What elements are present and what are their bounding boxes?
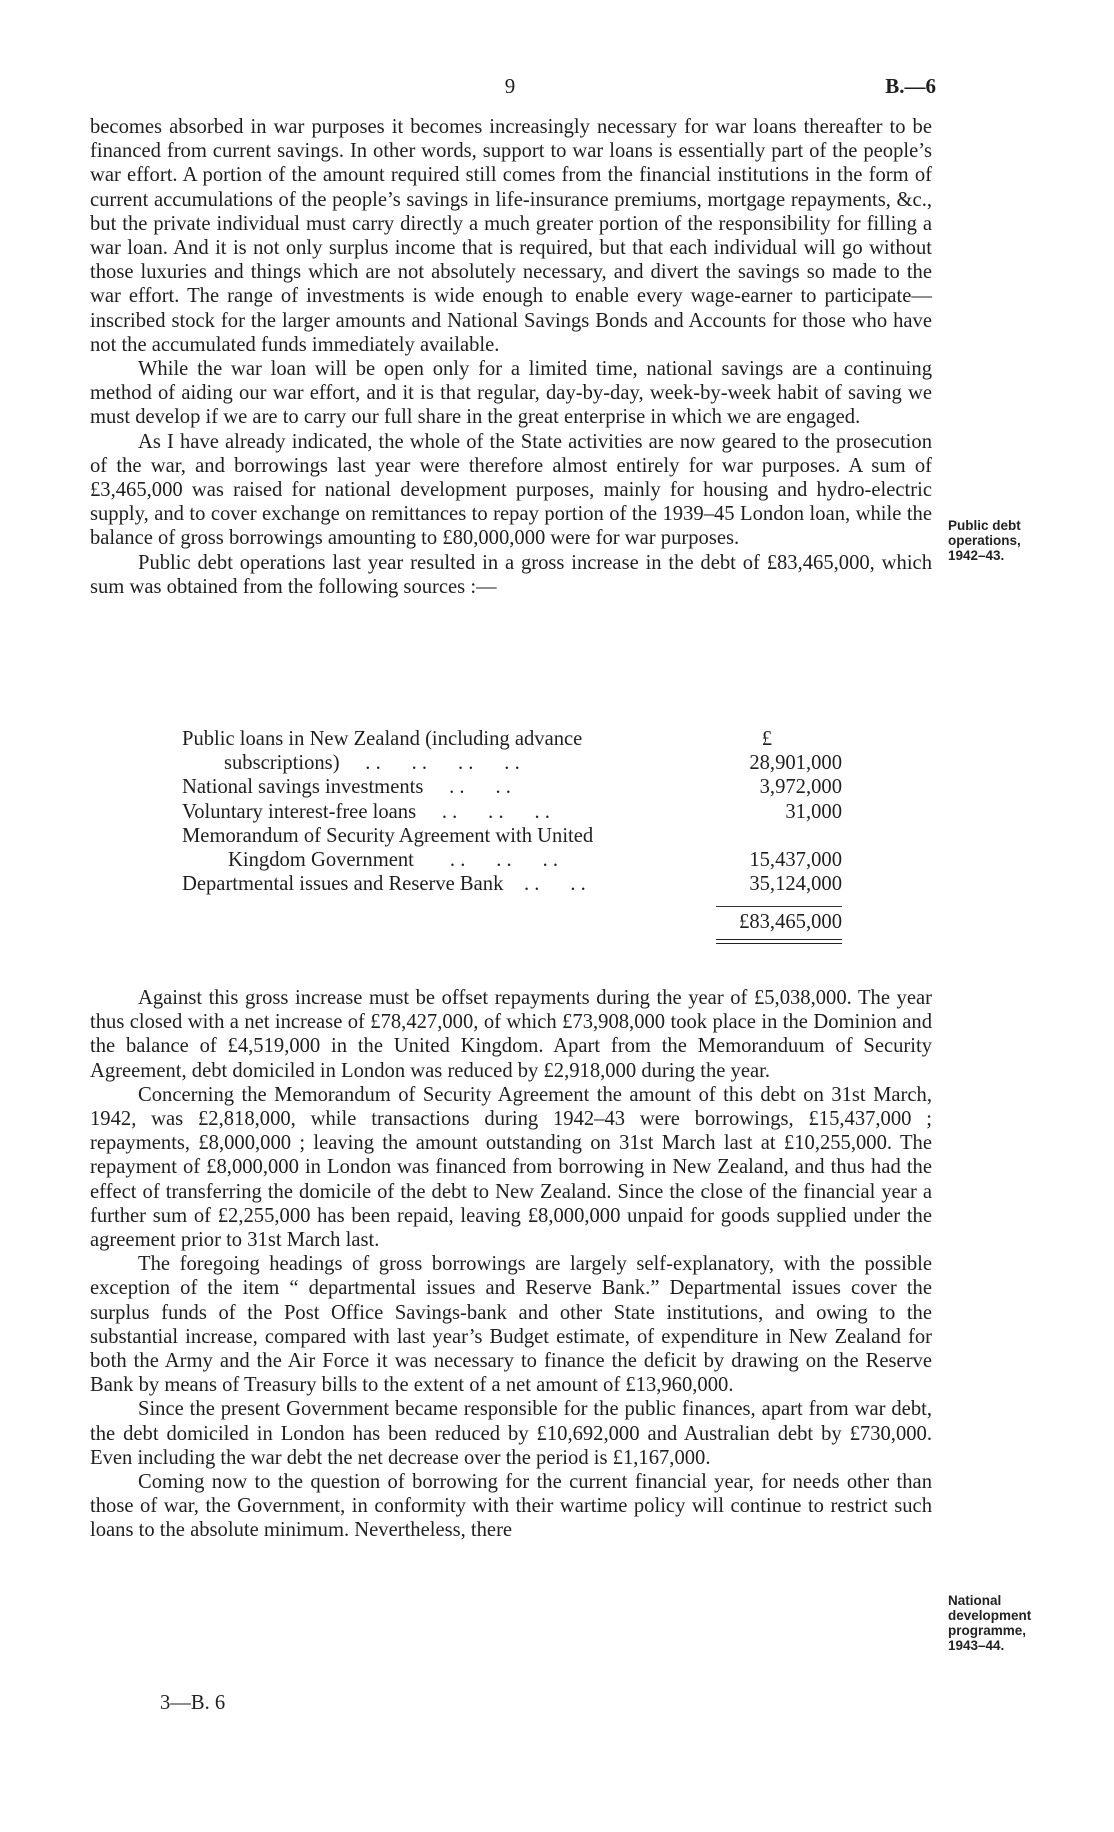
side-note-line: 1942–43. bbox=[948, 548, 1005, 563]
table-row bbox=[182, 800, 842, 824]
table-row bbox=[182, 727, 842, 751]
side-note-line: development bbox=[948, 1608, 1032, 1623]
body-text-lower bbox=[90, 986, 932, 1543]
row-label: Voluntary interest-free loans . . . . . . bbox=[182, 800, 550, 823]
table-row bbox=[182, 775, 842, 799]
side-note-line: operations, bbox=[948, 533, 1021, 548]
row-amount: 3,972,000 bbox=[759, 776, 842, 799]
row-amount: 28,901,000 bbox=[749, 752, 842, 775]
row-label: subscriptions) . . . . . . . . bbox=[224, 752, 520, 775]
total-rule bbox=[716, 906, 842, 907]
total-amount: £83,465,000 bbox=[739, 911, 842, 934]
paragraph: As I have already indicated, the whole of the State activities are now geared to the prosecution of the war, and borrowings last year were therefore almost entirely for war purposes. A sum of £3,465,000 was raised for national development purposes, mainly for housing and hydro-electric supply, and to cover exchange on remittances to repay portion of the 1939–45 London loan, while the balance of gross borrowings amounting to £80,000,000 were for war purposes. bbox=[90, 430, 932, 550]
side-note-line: Public debt bbox=[948, 518, 1021, 533]
row-label: Public loans in New Zealand (including advance bbox=[182, 728, 583, 750]
table-total-row bbox=[182, 906, 842, 936]
row-label: National savings investments . . . . bbox=[182, 776, 511, 799]
side-note-line: 1943–44. bbox=[948, 1638, 1005, 1653]
row-label: Memorandum of Security Agreement with United bbox=[182, 824, 594, 847]
paragraph: Since the present Government became responsible for the public finances, apart from war debt, the debt domiciled in London has been reduced by £10,692,000 and Australian debt by £730,000. Even including the war debt the net decrease over the period is £1,167,000. bbox=[90, 1398, 932, 1469]
borrowing-sources-table bbox=[182, 727, 842, 936]
page-number: 9 bbox=[504, 74, 516, 98]
row-label: Departmental issues and Reserve Bank . . . . bbox=[182, 873, 586, 896]
table-row bbox=[182, 751, 842, 775]
table-row bbox=[182, 824, 842, 848]
body-text-upper bbox=[90, 115, 932, 599]
row-amount: 15,437,000 bbox=[749, 848, 842, 871]
paragraph: becomes absorbed in war purposes it becomes increasingly necessary for war loans thereafter to be financed from current savings. In other words, support to war loans is essentially part of the people’s war effort. A portion of the amount required still comes from the financial institutions in the form of current accumulations of the people’s savings in life-insurance premiums, mortgage repayments, &c., but the private individual must carry directly a much greater portion of the responsibility for filling a war loan. And it is not only surplus income that is required, but that each individual will go without those luxuries and things which are not absolutely necessary, and divert the savings so made to the war effort. The range of investments is wide enough to enable every wage-earner to participate—inscribed stock for the larger amounts and National Savings Bonds and Accounts for those who have not the accumulated funds immediately available. bbox=[90, 116, 932, 356]
paragraph: The foregoing headings of gross borrowings are largely self-explanatory, with the possible exception of the item “ departmental issues and Reserve Bank.” Departmental issues cover the surplus funds of the Post Office Savings-bank and other State institutions, and owing to the substantial increase, compared with last year’s Budget estimate, of expenditure in New Zealand for both the Army and the Air Force it was necessary to finance the deficit by drawing on the Reserve Bank by means of Treasury bills to the extent of a net amount of £13,960,000. bbox=[90, 1253, 932, 1397]
page-signature: 3—B. 6 bbox=[160, 1692, 226, 1714]
side-note-line: programme, bbox=[948, 1623, 1027, 1638]
currency-header: £ bbox=[761, 728, 772, 750]
paragraph: Public debt operations last year resulted in a gross increase in the debt of £83,465,000, which sum was obtained from the following sources :— bbox=[90, 551, 932, 598]
total-double-rule bbox=[716, 939, 842, 940]
table-row bbox=[182, 848, 842, 872]
row-amount: 35,124,000 bbox=[749, 873, 842, 896]
total-double-rule bbox=[716, 943, 842, 944]
side-note-line: National bbox=[948, 1593, 1002, 1608]
paragraph: Concerning the Memorandum of Security Agreement the amount of this debt on 31st March, 1942, was £2,818,000, while transactions during 1942–43 were borrowings, £15,437,000 ; repayments, £8,000,000 ; leaving the amount outstanding on 31st March last at £10,255,000. The repayment of £8,000,000 in London was financed from borrowing in New Zealand, and thus had the effect of transferring the domicile of the debt to New Zealand. Since the close of the financial year a further sum of £2,255,000 has been repaid, leaving £8,000,000 unpaid for goods supplied under the agreement prior to 31st March last. bbox=[90, 1083, 932, 1252]
row-label: Kingdom Government . . . . . . bbox=[228, 848, 559, 871]
paragraph: While the war loan will be open only for a limited time, national savings are a continuing method of aiding our war effort, and it is that regular, day-by-day, week-by-week habit of saving we must develop if we are to carry our full share in the great enterprise in which we are engaged. bbox=[90, 358, 932, 429]
side-note-national-development bbox=[948, 1593, 1068, 1653]
document-reference: B.—6 bbox=[885, 74, 936, 98]
side-note-public-debt bbox=[948, 518, 1068, 563]
paragraph: Coming now to the question of borrowing for the current financial year, for needs other than those of war, the Government, in conformity with their wartime policy will continue to restrict such loans to the absolute minimum. Nevertheless, there bbox=[90, 1471, 932, 1542]
paragraph: Against this gross increase must be offset repayments during the year of £5,038,000. The year thus closed with a net increase of £78,427,000, of which £73,908,000 took place in the Dominion and the balance of £4,519,000 in the United Kingdom. Apart from the Memoranduum of Security Agreement, debt domiciled in London was reduced by £2,918,000 during the year. bbox=[90, 987, 932, 1082]
row-amount: 31,000 bbox=[785, 800, 842, 823]
table-row bbox=[182, 872, 842, 896]
